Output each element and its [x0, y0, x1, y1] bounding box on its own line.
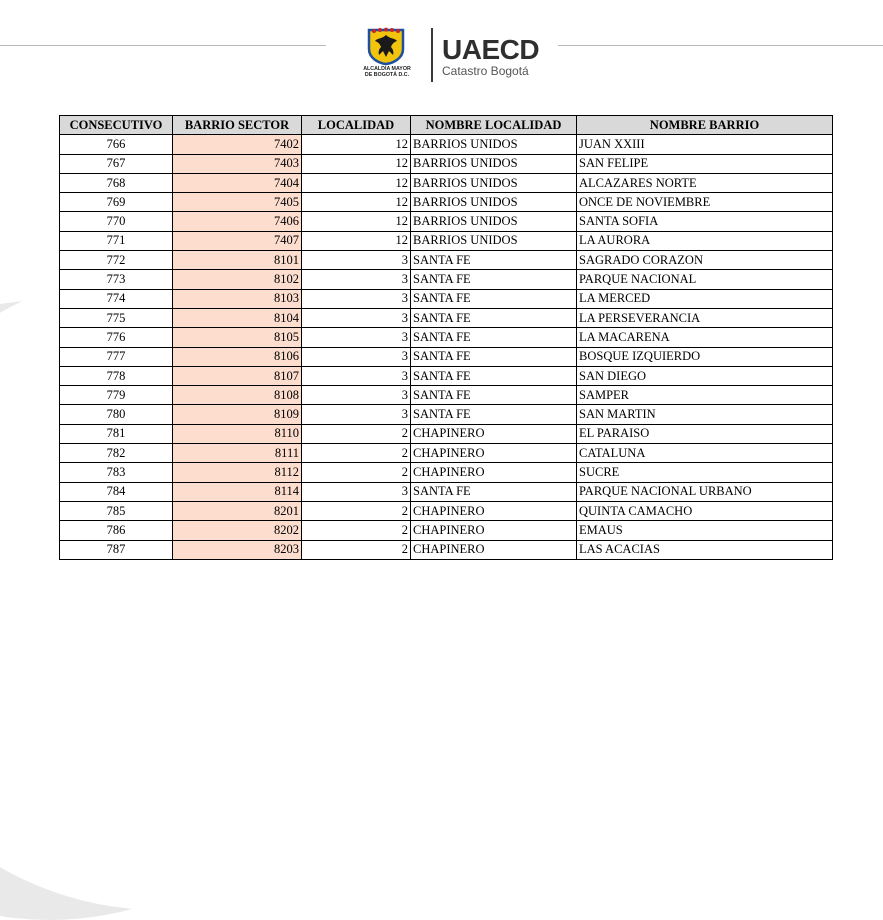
localidad-cell: 2 — [302, 540, 411, 559]
table-row — [60, 308, 833, 327]
nombre-localidad-cell: SANTA FE — [411, 386, 577, 405]
nombre-localidad-cell: SANTA FE — [411, 366, 577, 385]
nombre-localidad-cell: SANTA FE — [411, 308, 577, 327]
nombre-localidad-cell: SANTA FE — [411, 328, 577, 347]
nombre-localidad-cell: BARRIOS UNIDOS — [411, 154, 577, 173]
localidad-cell: 12 — [302, 173, 411, 192]
nombre-localidad-cell: BARRIOS UNIDOS — [411, 193, 577, 212]
header-rule-left — [0, 45, 326, 46]
table-row — [60, 193, 833, 212]
nombre-localidad-cell: CHAPINERO — [411, 463, 577, 482]
nombre-barrio-cell: LAS ACACIAS — [577, 540, 833, 559]
nombre-localidad-cell: BARRIOS UNIDOS — [411, 135, 577, 154]
barrio-sector-cell: 7404 — [173, 173, 302, 192]
consecutivo-cell: 784 — [60, 482, 173, 501]
crest-caption-line1: ALCALDÍA MAYOR — [363, 66, 411, 72]
barrio-sector-cell: 8102 — [173, 270, 302, 289]
consecutivo-cell: 771 — [60, 231, 173, 250]
barrio-sector-cell: 8201 — [173, 501, 302, 520]
nombre-barrio-cell: SAN FELIPE — [577, 154, 833, 173]
consecutivo-cell: 787 — [60, 540, 173, 559]
bogota-crest-icon — [366, 27, 406, 65]
nombre-barrio-cell: PARQUE NACIONAL URBANO — [577, 482, 833, 501]
consecutivo-cell: 785 — [60, 501, 173, 520]
localidad-cell: 3 — [302, 366, 411, 385]
barrio-sector-cell: 7407 — [173, 231, 302, 250]
crest-caption-line2: DE BOGOTÁ D.C. — [364, 72, 410, 78]
table-header-row — [60, 116, 833, 135]
barrio-sector-cell: 7406 — [173, 212, 302, 231]
localidad-cell: 12 — [302, 154, 411, 173]
column-header-nombre-barrio: NOMBRE BARRIO — [577, 116, 833, 135]
table-body — [60, 135, 833, 560]
localidad-cell: 12 — [302, 193, 411, 212]
consecutivo-cell: 773 — [60, 270, 173, 289]
nombre-localidad-cell: CHAPINERO — [411, 521, 577, 540]
nombre-localidad-cell: SANTA FE — [411, 347, 577, 366]
table-row — [60, 540, 833, 559]
nombre-barrio-cell: JUAN XXIII — [577, 135, 833, 154]
table-row — [60, 270, 833, 289]
barrio-sector-cell: 8101 — [173, 251, 302, 270]
consecutivo-cell: 775 — [60, 308, 173, 327]
table-row — [60, 212, 833, 231]
nombre-localidad-cell: CHAPINERO — [411, 540, 577, 559]
table-row — [60, 135, 833, 154]
nombre-barrio-cell: SAN DIEGO — [577, 366, 833, 385]
column-header-barrio-sector: BARRIO SECTOR — [173, 116, 302, 135]
nombre-barrio-cell: LA MERCED — [577, 289, 833, 308]
barrio-sector-cell: 8114 — [173, 482, 302, 501]
nombre-localidad-cell: CHAPINERO — [411, 501, 577, 520]
table-row — [60, 444, 833, 463]
table-row — [60, 424, 833, 443]
barrios-table — [59, 115, 833, 560]
localidad-cell: 3 — [302, 482, 411, 501]
barrio-sector-cell: 7405 — [173, 193, 302, 212]
brand-subtitle: Catastro Bogotá — [442, 64, 529, 78]
consecutivo-cell: 777 — [60, 347, 173, 366]
localidad-cell: 12 — [302, 231, 411, 250]
consecutivo-cell: 769 — [60, 193, 173, 212]
document-header — [0, 0, 883, 100]
column-header-localidad: LOCALIDAD — [302, 116, 411, 135]
nombre-localidad-cell: SANTA FE — [411, 251, 577, 270]
nombre-barrio-cell: BOSQUE IZQUIERDO — [577, 347, 833, 366]
table-row — [60, 154, 833, 173]
consecutivo-cell: 778 — [60, 366, 173, 385]
table-row — [60, 501, 833, 520]
table-row — [60, 386, 833, 405]
table-row — [60, 347, 833, 366]
nombre-barrio-cell: SAGRADO CORAZON — [577, 251, 833, 270]
localidad-cell: 2 — [302, 444, 411, 463]
table-row — [60, 521, 833, 540]
barrio-sector-cell: 8112 — [173, 463, 302, 482]
nombre-localidad-cell: SANTA FE — [411, 405, 577, 424]
nombre-barrio-cell: SUCRE — [577, 463, 833, 482]
barrio-sector-cell: 8103 — [173, 289, 302, 308]
localidad-cell: 3 — [302, 347, 411, 366]
nombre-barrio-cell: LA MACARENA — [577, 328, 833, 347]
nombre-barrio-cell: SANTA SOFIA — [577, 212, 833, 231]
consecutivo-cell: 772 — [60, 251, 173, 270]
barrio-sector-cell: 8106 — [173, 347, 302, 366]
nombre-barrio-cell: QUINTA CAMACHO — [577, 501, 833, 520]
nombre-barrio-cell: ALCAZARES NORTE — [577, 173, 833, 192]
nombre-localidad-cell: BARRIOS UNIDOS — [411, 212, 577, 231]
table-row — [60, 405, 833, 424]
consecutivo-cell: 774 — [60, 289, 173, 308]
consecutivo-cell: 766 — [60, 135, 173, 154]
barrio-sector-cell: 8203 — [173, 540, 302, 559]
barrio-sector-cell: 8202 — [173, 521, 302, 540]
nombre-localidad-cell: CHAPINERO — [411, 444, 577, 463]
barrio-sector-cell: 7402 — [173, 135, 302, 154]
localidad-cell: 3 — [302, 251, 411, 270]
nombre-localidad-cell: SANTA FE — [411, 289, 577, 308]
nombre-barrio-cell: ONCE DE NOVIEMBRE — [577, 193, 833, 212]
barrio-sector-cell: 8108 — [173, 386, 302, 405]
barrio-sector-cell: 8110 — [173, 424, 302, 443]
localidad-cell: 3 — [302, 405, 411, 424]
localidad-cell: 12 — [302, 135, 411, 154]
nombre-barrio-cell: PARQUE NACIONAL — [577, 270, 833, 289]
nombre-barrio-cell: CATALUNA — [577, 444, 833, 463]
localidad-cell: 3 — [302, 289, 411, 308]
consecutivo-cell: 767 — [60, 154, 173, 173]
nombre-barrio-cell: SAN MARTIN — [577, 405, 833, 424]
localidad-cell: 2 — [302, 424, 411, 443]
consecutivo-cell: 782 — [60, 444, 173, 463]
consecutivo-cell: 768 — [60, 173, 173, 192]
barrio-sector-cell: 8109 — [173, 405, 302, 424]
consecutivo-cell: 776 — [60, 328, 173, 347]
logo-divider — [431, 28, 433, 82]
table-row — [60, 251, 833, 270]
table-row — [60, 231, 833, 250]
localidad-cell: 3 — [302, 308, 411, 327]
table-row — [60, 289, 833, 308]
barrio-sector-cell: 8104 — [173, 308, 302, 327]
consecutivo-cell: 783 — [60, 463, 173, 482]
table-row — [60, 328, 833, 347]
localidad-cell: 2 — [302, 501, 411, 520]
consecutivo-cell: 770 — [60, 212, 173, 231]
brand-name: UAECD — [442, 34, 540, 65]
nombre-barrio-cell: EMAUS — [577, 521, 833, 540]
localidad-cell: 2 — [302, 521, 411, 540]
table-row — [60, 463, 833, 482]
nombre-localidad-cell: BARRIOS UNIDOS — [411, 173, 577, 192]
barrio-sector-cell: 7403 — [173, 154, 302, 173]
consecutivo-cell: 786 — [60, 521, 173, 540]
nombre-localidad-cell: BARRIOS UNIDOS — [411, 231, 577, 250]
table-row — [60, 366, 833, 385]
nombre-localidad-cell: SANTA FE — [411, 270, 577, 289]
localidad-cell: 3 — [302, 270, 411, 289]
nombre-localidad-cell: CHAPINERO — [411, 424, 577, 443]
nombre-barrio-cell: LA AURORA — [577, 231, 833, 250]
barrio-sector-cell: 8107 — [173, 366, 302, 385]
localidad-cell: 3 — [302, 328, 411, 347]
barrio-sector-cell: 8105 — [173, 328, 302, 347]
consecutivo-cell: 781 — [60, 424, 173, 443]
barrio-sector-cell: 8111 — [173, 444, 302, 463]
localidad-cell: 2 — [302, 463, 411, 482]
column-header-nombre-localidad: NOMBRE LOCALIDAD — [411, 116, 577, 135]
table-row — [60, 482, 833, 501]
nombre-barrio-cell: EL PARAISO — [577, 424, 833, 443]
localidad-cell: 12 — [302, 212, 411, 231]
column-header-consecutivo: CONSECUTIVO — [60, 116, 173, 135]
header-rule-right — [558, 45, 883, 46]
nombre-localidad-cell: SANTA FE — [411, 482, 577, 501]
nombre-barrio-cell: SAMPER — [577, 386, 833, 405]
consecutivo-cell: 779 — [60, 386, 173, 405]
localidad-cell: 3 — [302, 386, 411, 405]
consecutivo-cell: 780 — [60, 405, 173, 424]
table-row — [60, 173, 833, 192]
nombre-barrio-cell: LA PERSEVERANCIA — [577, 308, 833, 327]
crest-caption — [352, 66, 422, 78]
